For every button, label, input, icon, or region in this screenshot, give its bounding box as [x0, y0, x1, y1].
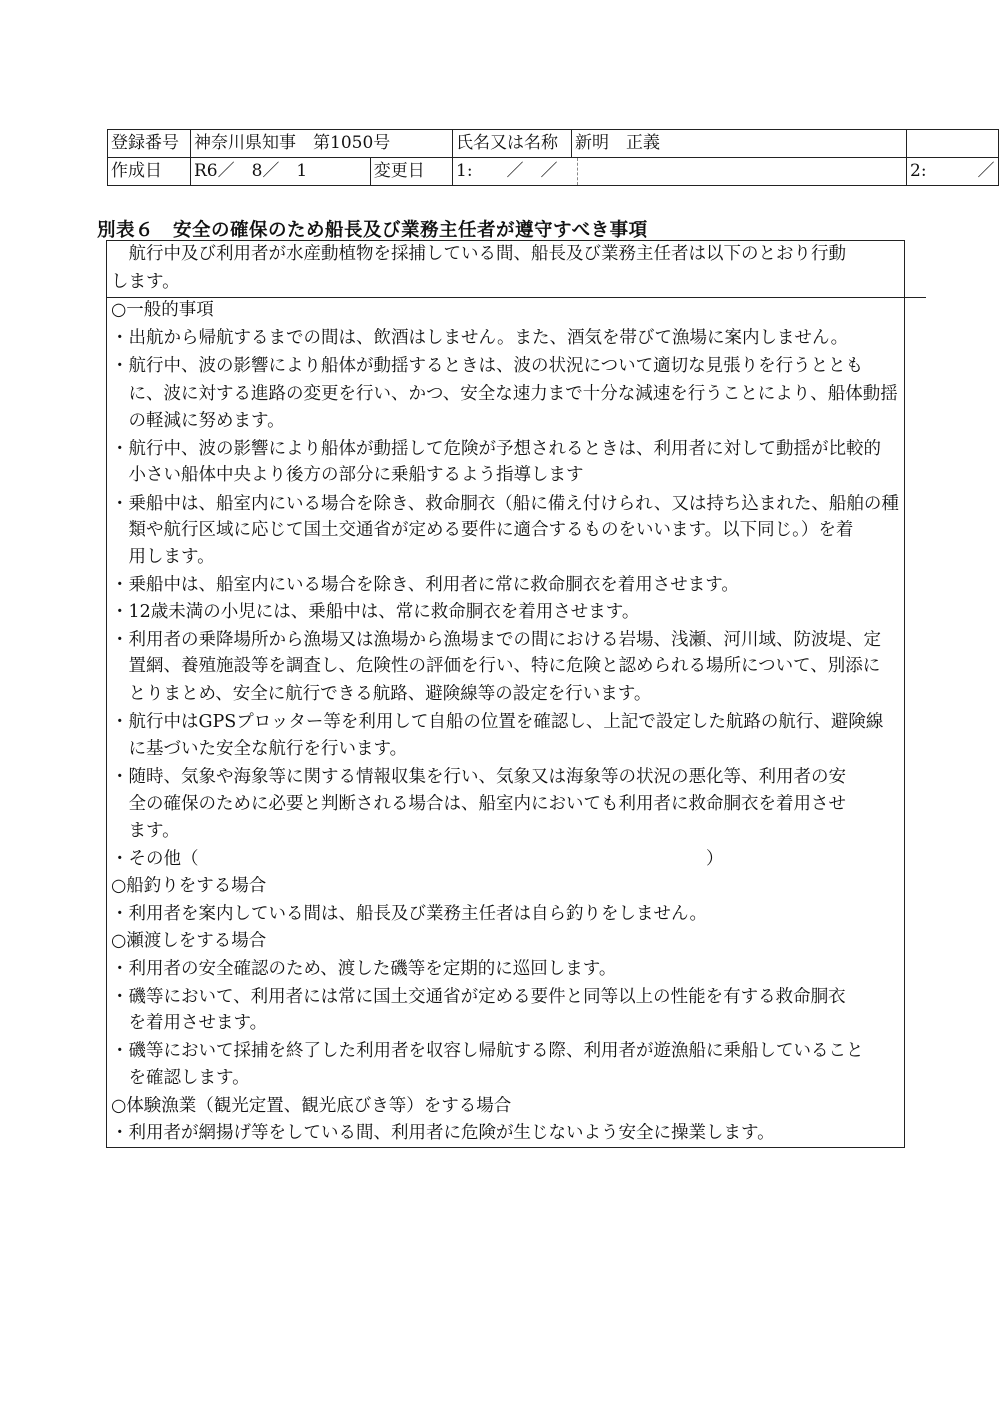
- rule-line: ・乗船中は、船室内にいる場合を除き、利用者に常に救命胴衣を着用させます。: [111, 575, 739, 595]
- rule-line: に基づいた安全な航行を行います。: [111, 739, 408, 759]
- rule-line: ・利用者を案内している間は、船長及び業務主任者は自ら釣りをしません。: [111, 904, 708, 924]
- rule-line: ・12歳未満の小児には、乗船中は、常に救命胴衣を着用させます。: [111, 602, 640, 622]
- header-row-1: [108, 130, 999, 158]
- rule-line: ・随時、気象や海象等に関する情報収集を行い、気象又は海象等の状況の悪化等、利用者の安: [111, 767, 846, 787]
- rule-line: ・出航から帰航するまでの間は、飲酒はしません。また、酒気を帯びて漁場に案内しません。: [111, 328, 849, 348]
- section-heading: ○一般的事項: [111, 300, 214, 320]
- rule-line: ・利用者の乗降場所から漁場又は漁場から漁場までの間における岩場、浅瀬、河川域、防波堤、定: [111, 630, 881, 650]
- created-label: 作成日: [108, 158, 191, 186]
- rule-line: 類や航行区域に応じて国土交通省が定める要件に適合するものをいいます。以下同じ。）を着: [111, 520, 854, 540]
- rule-line: を確認します。: [111, 1068, 250, 1088]
- rule-line: ・航行中はGPSプロッター等を利用して自船の位置を確認し、上記で設定した航路の航行、避険線: [111, 712, 884, 732]
- section-heading: ○体験漁業（観光定置、観光底びき等）をする場合: [111, 1096, 512, 1116]
- intro-line: します。: [111, 272, 180, 292]
- rule-line: ます。: [111, 821, 180, 841]
- header-blank-cell: [907, 130, 999, 158]
- rule-line: に、波に対する進路の変更を行い、かつ、安全な速力まで十分な減速を行うことにより、船体動揺: [111, 384, 898, 404]
- rule-line: ・航行中、波の影響により船体が動揺するときは、波の状況について適切な見張りを行うととも: [111, 356, 864, 376]
- header-table: [107, 129, 999, 186]
- rule-line: ・利用者が網揚げ等をしている間、利用者に危険が生じないよう安全に操業します。: [111, 1123, 775, 1143]
- reg-no-value: 神奈川県知事 第1050号: [191, 130, 453, 158]
- name-label: 氏名又は名称: [453, 130, 572, 158]
- rule-line: とりまとめ、安全に航行できる航路、避険線等の設定を行います。: [111, 684, 652, 704]
- rule-line: の軽減に努めます。: [111, 411, 285, 431]
- rule-line: を着用させます。: [111, 1013, 268, 1033]
- change-1-value: 1: ／ ／: [453, 158, 578, 186]
- change-blank-cell: [578, 158, 907, 186]
- rule-line: ・乗船中は、船室内にいる場合を除き、救命胴衣（船に備え付けられ、又は持ち込まれた、船舶の種: [111, 494, 899, 514]
- section-title: 別表６ 安全の確保のため船長及び業務主任者が遵守すべき事項: [97, 220, 648, 241]
- header-row-2: [108, 158, 999, 186]
- rule-line-other: ・その他（ ）: [111, 849, 724, 869]
- rule-line: 小さい船体中央より後方の部分に乗船するよう指導します: [111, 465, 584, 485]
- rule-line: ・利用者の安全確認のため、渡した磯等を定期的に巡回します。: [111, 959, 617, 979]
- rule-line: ・磯等において採捕を終了した利用者を収容し帰航する際、利用者が遊漁船に乗船していること: [111, 1041, 864, 1061]
- reg-no-label: 登録番号: [108, 130, 191, 158]
- rule-line: 置網、養殖施設等を調査し、危険性の評価を行い、特に危険と認められる場所について、別添に: [111, 656, 881, 676]
- name-value: 新明 正義: [572, 130, 907, 158]
- rule-line: ・磯等において、利用者には常に国土交通省が定める要件と同等以上の性能を有する救命胴衣: [111, 987, 846, 1007]
- rule-line: 全の確保のために必要と判断される場合は、船室内においても利用者に救命胴衣を着用させ: [111, 794, 846, 814]
- section-heading: ○船釣りをする場合: [111, 876, 267, 896]
- rule-line: 用します。: [111, 547, 215, 567]
- intro-line: 航行中及び利用者が水産動植物を採捕している間、船長及び業務主任者は以下のとおり行動: [111, 244, 846, 264]
- rule-line: ・航行中、波の影響により船体が動揺して危険が予想されるときは、利用者に対して動揺が比較的: [111, 439, 881, 459]
- changed-label: 変更日: [370, 158, 452, 186]
- change-2-value: 2: ／: [907, 158, 999, 186]
- created-value: R6／ 8／ 1: [191, 158, 371, 186]
- section-heading: ○瀬渡しをする場合: [111, 931, 267, 951]
